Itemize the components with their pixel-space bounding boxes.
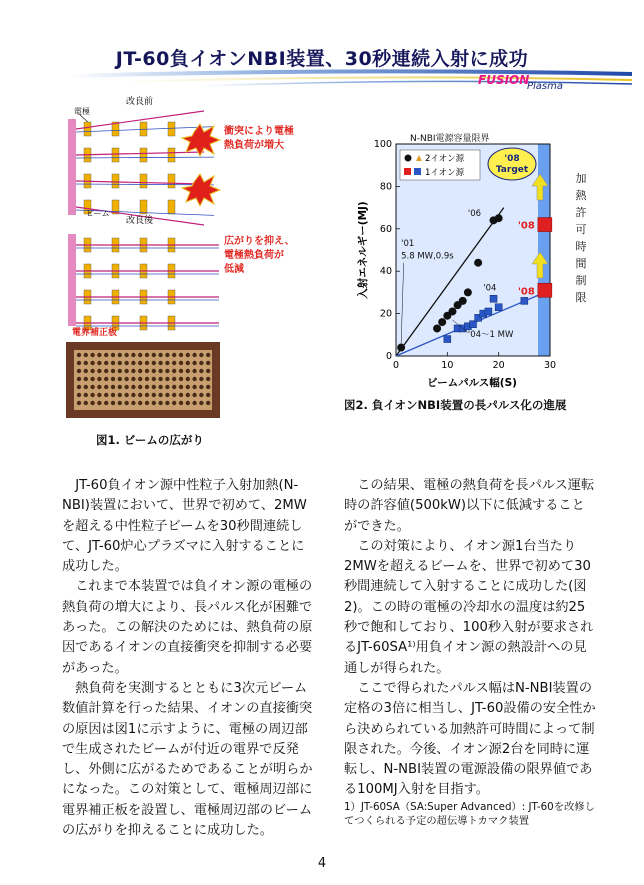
heating-limit-char: 時 [575, 240, 587, 253]
body-left-column [62, 476, 314, 841]
chart-legend [400, 150, 480, 180]
heating-limit-char: 加 [575, 172, 587, 185]
electrode-segment [112, 174, 119, 188]
y-tick-label: 80 [379, 181, 392, 193]
electrode-segment [168, 148, 175, 162]
heating-limit-char: 制 [575, 274, 587, 287]
data-point [459, 297, 467, 305]
electrode-segment [140, 200, 147, 214]
data-point [490, 295, 497, 302]
electrode-grid-after [84, 238, 175, 330]
electrode-segment [168, 200, 175, 214]
label-plate: 電界補正板 [72, 328, 118, 338]
data-point [474, 259, 482, 267]
electrode-segment [84, 122, 91, 136]
y-tick-label: 100 [373, 139, 392, 150]
data-point [485, 308, 492, 315]
ion-source-before [68, 119, 76, 215]
figure-1-beam-divergence [64, 92, 354, 424]
legend-marker-1 [404, 168, 411, 175]
chart-title: N-NBI電源容量限界 [410, 134, 490, 144]
body-right-paragraph-1: この結果、電極の熱負荷を長パルス運転時の許容値(500kW)以下に低減することができた。 [344, 478, 595, 534]
figure-2-chart [352, 124, 602, 396]
heating-limit-char: 間 [575, 257, 587, 270]
label-beam: ビーム [86, 209, 110, 218]
data-point [464, 288, 472, 296]
y-tick-label: 0 [385, 351, 392, 362]
heating-limit-char: 限 [575, 291, 587, 304]
figure-1-caption: 図1. ビームの広がり [96, 433, 204, 447]
label-electrode: 電極 [74, 107, 90, 116]
legend-marker-1b [414, 168, 421, 175]
annotation-after-1: 広がりを抑え、 [224, 236, 295, 247]
data-point [397, 344, 405, 352]
label-after: 改良後 [126, 216, 154, 226]
data-point [495, 304, 502, 311]
y-tick-label: 60 [379, 223, 392, 235]
chart-annotation: '01 [401, 238, 415, 249]
electrode-segment [140, 174, 147, 188]
x-tick-label: 0 [392, 360, 400, 371]
marker-2008 [538, 218, 552, 232]
beam-lines-after [76, 245, 219, 326]
annotation-after-2: 電極熱負荷が [224, 250, 284, 261]
x-tick-label: 20 [492, 360, 505, 371]
beam-line [76, 157, 214, 158]
data-point [470, 321, 477, 328]
body-right-paragraph-3: ここで得られたパルス幅はN-NBI装置の定格の3倍に相当し、JT-60設備の安全性から決められている加熱許可時間によって制限された。今後、イオン源2台を同時に運転し、N-NBI装置の電源設備の限界値である100MJ入射を目指す。 [344, 680, 596, 798]
legend-label-1: 1イオン源 [425, 168, 465, 178]
chart-annotation: '04 [483, 283, 497, 294]
collision-burst-icon [182, 124, 220, 206]
electrode-segment [168, 174, 175, 188]
annotation-before-2: 熱負荷が増大 [224, 140, 284, 151]
data-point [438, 318, 446, 326]
data-point [495, 214, 503, 222]
label-before: 改良前 [126, 97, 154, 107]
annotation-after-3: 低減 [224, 264, 244, 275]
x-tick-label: 30 [543, 360, 557, 371]
data-point [444, 336, 451, 343]
electrode-grid-before [84, 122, 175, 214]
page-number: 4 [317, 856, 327, 871]
target-label-2: Target [495, 165, 529, 175]
chart-annotation: '04～1 MW [467, 329, 514, 340]
ion-source-after [68, 234, 76, 326]
chart-annotation: '06 [467, 209, 482, 220]
body-right-paragraph-2: この対策により、イオン源1台当たり2MWを超えるビームを、世界で初めて30秒間連続して入射することに成功した(図2)。この時の電極の冷却水の温度は約25秒で飽和しており、100秒入射が要求されるJT-60SA¹⁾用負イオン源の熱設計への見通しが得られた。 [344, 538, 594, 676]
target-label-1: '08 [504, 154, 520, 164]
data-point [521, 297, 528, 304]
body-left-paragraph-1: JT-60負イオン源中性粒子入射加熱(N-NBI)装置において、世界で初めて、2MWを超える中性粒子ビームを30秒間連続して、JT-60炉心プラズマに入射することに成功した。 [62, 478, 307, 575]
y-tick-label: 40 [379, 266, 392, 278]
y-tick-label: 20 [379, 308, 392, 320]
marker-2008-label: '08 [517, 220, 535, 232]
legend-marker-2 [405, 155, 412, 162]
chart-annotation: 5.8 MW,0.9s [401, 251, 454, 262]
chart-xlabel: ビームパルス幅(S) [427, 377, 517, 389]
figure-2-caption: 図2. 負イオンNBI装置の長パルス化の進展 [344, 398, 567, 412]
electrode-segment [168, 122, 175, 136]
legend-label-2: 2イオン源 [425, 154, 465, 164]
heating-limit-char: 可 [575, 223, 587, 236]
annotation-before-1: 衝突により電極 [224, 126, 294, 137]
electrode-segment [112, 148, 119, 162]
x-tick-label: 10 [441, 360, 454, 371]
electrode-plate-photo [66, 342, 220, 418]
target-badge [488, 148, 536, 180]
category-label: FUSION [478, 73, 530, 87]
data-point [448, 307, 456, 315]
subcategory-label: Plasma [527, 81, 564, 92]
footnote: 1）JT-60SA（SA:Super Advanced）: JT-60を改修してつくられる予定の超伝導トカマク装置 [344, 801, 595, 827]
page-title: JT-60負イオンNBI装置、30秒連続入射に成功 [115, 48, 529, 70]
body-left-paragraph-3: 熱負荷を実測するとともに3次元ビーム数値計算を行った結果、イオンの直接衝突の原因は図1に示すように、電極の周辺部で生成されたビームが付近の電界で反発し、外側に広がるためであることが明らかになった。この対策として、電極周辺部に電界補正板を設置し、電極周辺部のビームの広がりを抑えることに成功した。 [62, 680, 313, 839]
data-point [433, 324, 441, 332]
marker-2008 [538, 283, 552, 297]
heating-limit-char: 許 [575, 206, 587, 219]
marker-2008-label: '08 [517, 286, 535, 298]
body-right-column [344, 476, 596, 801]
heating-limit-char: 熱 [575, 189, 587, 202]
chart-ylabel: 入射エネルギー(MJ) [357, 201, 369, 299]
heating-limit-label [576, 171, 588, 304]
body-left-paragraph-2: これまで本装置では負イオン源の電極の熱負荷の増大により、長パルス化が困難であった。この解決のためには、熱負荷の原因であるイオンの直接衝突を抑制する必要があった。 [62, 579, 313, 676]
electrode-segment [140, 148, 147, 162]
